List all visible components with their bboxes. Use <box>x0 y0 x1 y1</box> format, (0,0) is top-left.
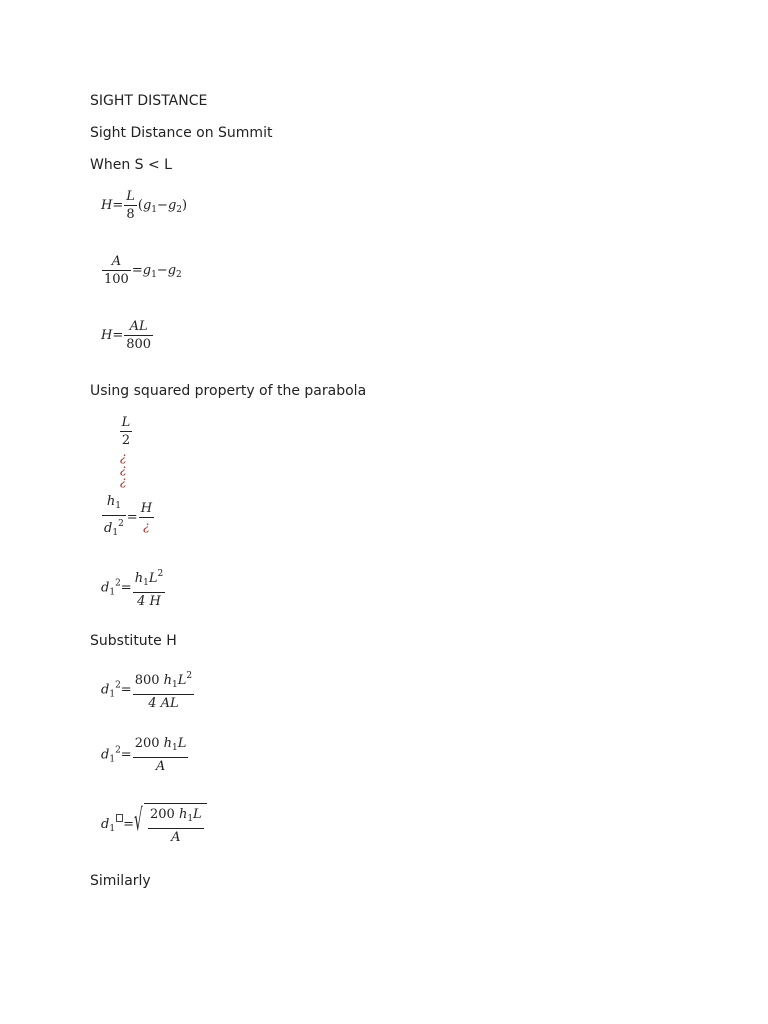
parabola-text: Using squared property of the parabola <box>90 383 367 399</box>
equation-substituted: $d_1^2=$ $\frac{800 h_1L^2}{4 AL}$ <box>101 668 195 712</box>
section-title: Sight Distance on Summit <box>90 125 273 141</box>
unknown-symbols: ¿ ¿ ¿ <box>120 450 127 488</box>
radical-sign: √ $\frac{200 h_1L}{A}$ <box>134 803 207 846</box>
similarly-text: Similarly <box>90 873 151 889</box>
condition-text: When S < L <box>90 157 172 173</box>
equation-simplified: $d_1^2=$ $\frac{200 h_1L}{A}$ <box>101 736 187 774</box>
equation-ratio: $\frac{h_1}{d_1^2}$ = $\frac{H}{¿}$ <box>104 494 153 538</box>
equation-half-length: $\frac{L}{2}$ <box>121 415 131 448</box>
missing-glyph-box <box>116 814 123 822</box>
equation-h-al: H= $\frac{AL}{800}$ <box>101 319 152 352</box>
substitute-text: Substitute H <box>90 633 177 649</box>
equation-a-grade: $\frac{A}{100}$ $=g_1-g_2$ <box>104 254 182 287</box>
equation-h-grade: H= $\frac{L}{8}$ $(g_1-g_2)$ <box>101 189 188 222</box>
document-heading: SIGHT DISTANCE <box>90 93 208 109</box>
equation-square-root: $d_1$ = √ $\frac{200 h_1L}{A}$ <box>101 803 207 846</box>
equation-d1-squared: $d_1^2=$ $\frac{h_1L^2}{4 H}$ <box>101 566 166 610</box>
